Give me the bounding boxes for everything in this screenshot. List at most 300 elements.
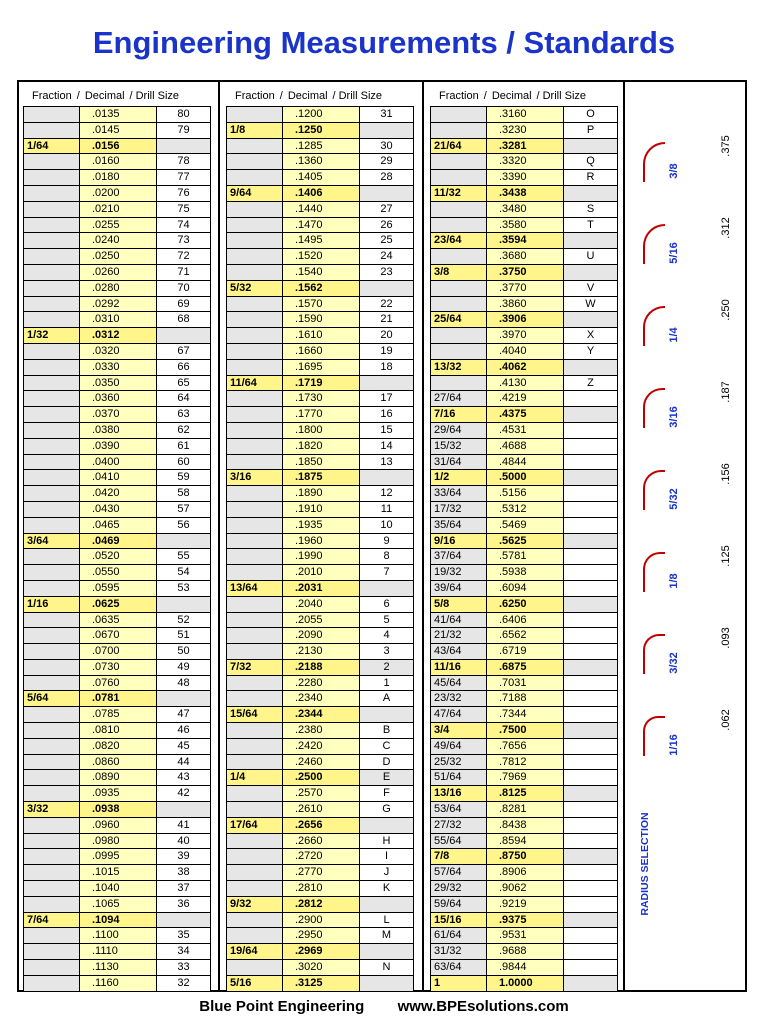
decimal-cell: .0430 bbox=[79, 502, 156, 518]
table-row bbox=[23, 218, 211, 234]
fraction-cell: 3/32 bbox=[23, 802, 79, 818]
decimal-cell: .6719 bbox=[486, 644, 563, 660]
table-row bbox=[226, 707, 414, 723]
fraction-cell bbox=[226, 139, 282, 155]
table-row bbox=[226, 186, 414, 202]
drill-size-cell: 79 bbox=[156, 123, 211, 139]
table-row bbox=[23, 565, 211, 581]
drill-size-cell bbox=[563, 897, 618, 913]
decimal-cell: .2812 bbox=[282, 897, 359, 913]
fraction-cell bbox=[226, 534, 282, 550]
drill-size-cell: J bbox=[359, 865, 414, 881]
fraction-cell bbox=[430, 281, 486, 297]
table-row bbox=[23, 723, 211, 739]
fraction-cell bbox=[226, 644, 282, 660]
radius-decimal-label: .375 bbox=[720, 135, 732, 157]
drill-size-cell: 54 bbox=[156, 565, 211, 581]
table-row bbox=[430, 597, 618, 613]
decimal-cell: .7656 bbox=[486, 739, 563, 755]
drill-size-cell: N bbox=[359, 960, 414, 976]
fraction-cell bbox=[23, 565, 79, 581]
decimal-cell: .2031 bbox=[282, 581, 359, 597]
footer bbox=[0, 998, 768, 1015]
drill-size-cell: 28 bbox=[359, 170, 414, 186]
decimal-cell: .2500 bbox=[282, 770, 359, 786]
decimal-cell: .2130 bbox=[282, 644, 359, 660]
drill-size-cell: 45 bbox=[156, 739, 211, 755]
decimal-cell: .1130 bbox=[79, 960, 156, 976]
decimal-cell: .0785 bbox=[79, 707, 156, 723]
table-row bbox=[430, 391, 618, 407]
fraction-cell: 31/64 bbox=[430, 455, 486, 471]
fraction-cell bbox=[23, 123, 79, 139]
table-row bbox=[430, 770, 618, 786]
fraction-cell: 11/32 bbox=[430, 186, 486, 202]
drill-size-cell: 33 bbox=[156, 960, 211, 976]
fraction-cell bbox=[226, 865, 282, 881]
drill-size-cell: 58 bbox=[156, 486, 211, 502]
fraction-cell bbox=[23, 834, 79, 850]
decimal-cell: .2610 bbox=[282, 802, 359, 818]
decimal-cell: .1610 bbox=[282, 328, 359, 344]
table-row bbox=[226, 281, 414, 297]
fraction-cell: 5/32 bbox=[226, 281, 282, 297]
drill-size-cell: 47 bbox=[156, 707, 211, 723]
drill-size-cell: 27 bbox=[359, 202, 414, 218]
fraction-cell bbox=[430, 154, 486, 170]
decimal-cell: .0625 bbox=[79, 597, 156, 613]
fraction-cell bbox=[226, 518, 282, 534]
header-decimal: Decimal bbox=[84, 90, 125, 102]
decimal-cell: .1110 bbox=[79, 944, 156, 960]
decimal-cell: 1.0000 bbox=[486, 976, 563, 992]
decimal-cell: .4219 bbox=[486, 391, 563, 407]
fraction-cell: 11/16 bbox=[430, 660, 486, 676]
radius-selection-panel bbox=[625, 84, 745, 990]
decimal-cell: .0390 bbox=[79, 439, 156, 455]
decimal-cell: .0938 bbox=[79, 802, 156, 818]
decimal-cell: .1770 bbox=[282, 407, 359, 423]
decimal-cell: .1406 bbox=[282, 186, 359, 202]
table-row bbox=[226, 691, 414, 707]
decimal-cell: .1960 bbox=[282, 534, 359, 550]
table-row bbox=[23, 691, 211, 707]
decimal-cell: .7031 bbox=[486, 676, 563, 692]
fraction-cell bbox=[23, 170, 79, 186]
drill-size-cell: O bbox=[563, 107, 618, 123]
fraction-cell bbox=[226, 502, 282, 518]
drill-size-cell bbox=[563, 691, 618, 707]
table-row bbox=[430, 786, 618, 802]
fraction-cell bbox=[23, 518, 79, 534]
drill-size-cell: X bbox=[563, 328, 618, 344]
fraction-cell bbox=[23, 502, 79, 518]
table-row bbox=[23, 233, 211, 249]
header-fraction: Fraction bbox=[235, 90, 275, 102]
table-row bbox=[226, 676, 414, 692]
decimal-cell: .1935 bbox=[282, 518, 359, 534]
fraction-cell bbox=[23, 676, 79, 692]
fraction-cell: 17/32 bbox=[430, 502, 486, 518]
header-drill: Drill Size bbox=[135, 90, 180, 102]
fraction-cell bbox=[430, 123, 486, 139]
table-row bbox=[23, 628, 211, 644]
decimal-cell: .3125 bbox=[282, 976, 359, 992]
drill-size-cell bbox=[563, 770, 618, 786]
table-row bbox=[430, 976, 618, 992]
fraction-cell bbox=[226, 549, 282, 565]
fraction-cell: 1/32 bbox=[23, 328, 79, 344]
decimal-cell: .0469 bbox=[79, 534, 156, 550]
table-row bbox=[430, 281, 618, 297]
drill-size-cell: 29 bbox=[359, 154, 414, 170]
radius-arc bbox=[643, 552, 665, 592]
table-row bbox=[430, 360, 618, 376]
drill-size-cell: 77 bbox=[156, 170, 211, 186]
decimal-cell: .5469 bbox=[486, 518, 563, 534]
decimal-cell: .0280 bbox=[79, 281, 156, 297]
table-row bbox=[226, 644, 414, 660]
drill-size-cell bbox=[563, 755, 618, 771]
fraction-cell: 57/64 bbox=[430, 865, 486, 881]
drill-size-cell: 19 bbox=[359, 344, 414, 360]
table-row bbox=[23, 549, 211, 565]
decimal-cell: .0980 bbox=[79, 834, 156, 850]
decimal-cell: .0420 bbox=[79, 486, 156, 502]
decimal-cell: .3020 bbox=[282, 960, 359, 976]
decimal-cell: .2340 bbox=[282, 691, 359, 707]
radius-decimal-label: .156 bbox=[720, 463, 732, 485]
decimal-cell: .0670 bbox=[79, 628, 156, 644]
table-row bbox=[430, 439, 618, 455]
table-row bbox=[23, 897, 211, 913]
table-row bbox=[23, 344, 211, 360]
table-row bbox=[23, 439, 211, 455]
header-slash: / bbox=[536, 90, 540, 102]
decimal-cell: .3320 bbox=[486, 154, 563, 170]
drill-size-cell: 4 bbox=[359, 628, 414, 644]
drill-size-cell: 25 bbox=[359, 233, 414, 249]
decimal-cell: .3480 bbox=[486, 202, 563, 218]
drill-size-cell bbox=[359, 281, 414, 297]
drill-size-cell bbox=[563, 834, 618, 850]
table-row bbox=[23, 660, 211, 676]
header-drill: Drill Size bbox=[338, 90, 383, 102]
drill-size-cell bbox=[563, 407, 618, 423]
drill-size-cell bbox=[563, 818, 618, 834]
table-row bbox=[23, 818, 211, 834]
decimal-cell: .1200 bbox=[282, 107, 359, 123]
decimal-cell: .7344 bbox=[486, 707, 563, 723]
fraction-cell bbox=[226, 439, 282, 455]
fraction-cell: 49/64 bbox=[430, 739, 486, 755]
header-slash: / bbox=[129, 90, 133, 102]
drill-size-cell: 72 bbox=[156, 249, 211, 265]
fraction-cell: 13/32 bbox=[430, 360, 486, 376]
drill-size-cell bbox=[563, 486, 618, 502]
table-row bbox=[226, 628, 414, 644]
drill-size-cell bbox=[563, 676, 618, 692]
decimal-cell: .9375 bbox=[486, 913, 563, 929]
fraction-cell bbox=[226, 691, 282, 707]
decimal-cell: .1160 bbox=[79, 976, 156, 992]
table-row bbox=[226, 881, 414, 897]
drill-size-cell bbox=[563, 470, 618, 486]
table-row bbox=[430, 581, 618, 597]
fraction-cell: 61/64 bbox=[430, 928, 486, 944]
table-row bbox=[23, 297, 211, 313]
decimal-cell: .2055 bbox=[282, 613, 359, 629]
drill-size-cell: 62 bbox=[156, 423, 211, 439]
table-row bbox=[430, 297, 618, 313]
drill-size-cell: 12 bbox=[359, 486, 414, 502]
fraction-cell bbox=[430, 107, 486, 123]
decimal-cell: .3594 bbox=[486, 233, 563, 249]
table-row bbox=[430, 502, 618, 518]
drill-size-cell bbox=[563, 360, 618, 376]
drill-size-cell bbox=[563, 581, 618, 597]
drill-size-cell: 63 bbox=[156, 407, 211, 423]
drill-size-cell: K bbox=[359, 881, 414, 897]
decimal-cell: .1660 bbox=[282, 344, 359, 360]
fraction-cell: 13/64 bbox=[226, 581, 282, 597]
table-row bbox=[23, 249, 211, 265]
drill-size-cell: 51 bbox=[156, 628, 211, 644]
table-row bbox=[430, 486, 618, 502]
decimal-cell: .6875 bbox=[486, 660, 563, 676]
drill-size-cell: S bbox=[563, 202, 618, 218]
drill-size-cell bbox=[563, 944, 618, 960]
drill-size-cell bbox=[563, 312, 618, 328]
radius-arc bbox=[643, 470, 665, 510]
fraction-cell bbox=[430, 297, 486, 313]
drill-size-cell: 30 bbox=[359, 139, 414, 155]
table-row bbox=[23, 186, 211, 202]
fraction-cell bbox=[23, 486, 79, 502]
drill-size-cell bbox=[156, 534, 211, 550]
drill-size-cell: M bbox=[359, 928, 414, 944]
table-row bbox=[226, 391, 414, 407]
fraction-cell bbox=[23, 818, 79, 834]
drill-size-cell: 21 bbox=[359, 312, 414, 328]
table-row bbox=[23, 265, 211, 281]
table-row bbox=[430, 707, 618, 723]
decimal-cell: .0240 bbox=[79, 233, 156, 249]
fraction-cell bbox=[23, 249, 79, 265]
table-row bbox=[226, 660, 414, 676]
decimal-cell: .1470 bbox=[282, 218, 359, 234]
decimal-cell: .8281 bbox=[486, 802, 563, 818]
decimal-cell: .0350 bbox=[79, 376, 156, 392]
column-divider bbox=[218, 82, 220, 990]
table-row bbox=[23, 976, 211, 992]
drill-size-cell bbox=[563, 186, 618, 202]
table-row bbox=[430, 897, 618, 913]
drill-size-cell bbox=[563, 644, 618, 660]
table-row bbox=[23, 644, 211, 660]
decimal-cell: .8906 bbox=[486, 865, 563, 881]
fraction-cell bbox=[226, 170, 282, 186]
decimal-cell: .2969 bbox=[282, 944, 359, 960]
decimal-cell: .1590 bbox=[282, 312, 359, 328]
table-row bbox=[430, 849, 618, 865]
drill-size-cell: 76 bbox=[156, 186, 211, 202]
table-row bbox=[226, 739, 414, 755]
drill-size-cell: 75 bbox=[156, 202, 211, 218]
decimal-cell: .0312 bbox=[79, 328, 156, 344]
table-row bbox=[430, 170, 618, 186]
table-row bbox=[430, 249, 618, 265]
fraction-cell: 7/16 bbox=[430, 407, 486, 423]
drill-size-cell bbox=[563, 549, 618, 565]
drill-size-cell: 6 bbox=[359, 597, 414, 613]
drill-size-cell: 53 bbox=[156, 581, 211, 597]
table-row bbox=[23, 770, 211, 786]
decimal-cell: .1520 bbox=[282, 249, 359, 265]
decimal-cell: .0465 bbox=[79, 518, 156, 534]
decimal-cell: .3770 bbox=[486, 281, 563, 297]
table-row bbox=[23, 391, 211, 407]
table-row bbox=[226, 549, 414, 565]
drill-size-cell: L bbox=[359, 913, 414, 929]
drill-size-cell: H bbox=[359, 834, 414, 850]
drill-size-cell bbox=[563, 707, 618, 723]
radius-decimal-label: .125 bbox=[720, 545, 732, 567]
fraction-cell: 37/64 bbox=[430, 549, 486, 565]
drill-size-cell: 18 bbox=[359, 360, 414, 376]
fraction-cell bbox=[226, 249, 282, 265]
fraction-cell bbox=[23, 439, 79, 455]
fraction-cell bbox=[23, 265, 79, 281]
drill-size-cell bbox=[359, 944, 414, 960]
decimal-cell: .9219 bbox=[486, 897, 563, 913]
table-row bbox=[226, 328, 414, 344]
drill-size-cell: A bbox=[359, 691, 414, 707]
table-row bbox=[430, 613, 618, 629]
header-decimal: Decimal bbox=[491, 90, 532, 102]
radius-fraction-label: 1/4 bbox=[668, 327, 680, 343]
decimal-cell: .1405 bbox=[282, 170, 359, 186]
decimal-cell: .2660 bbox=[282, 834, 359, 850]
table-row bbox=[430, 834, 618, 850]
fraction-cell bbox=[23, 897, 79, 913]
decimal-cell: .5312 bbox=[486, 502, 563, 518]
decimal-cell: .1100 bbox=[79, 928, 156, 944]
table-row bbox=[226, 865, 414, 881]
fraction-cell bbox=[226, 154, 282, 170]
fraction-cell: 13/16 bbox=[430, 786, 486, 802]
table-row bbox=[23, 312, 211, 328]
decimal-cell: .0860 bbox=[79, 755, 156, 771]
decimal-cell: .3160 bbox=[486, 107, 563, 123]
fraction-cell: 47/64 bbox=[430, 707, 486, 723]
fraction-cell: 39/64 bbox=[430, 581, 486, 597]
fraction-cell bbox=[226, 786, 282, 802]
fraction-cell bbox=[23, 770, 79, 786]
drill-size-cell: 14 bbox=[359, 439, 414, 455]
drill-size-cell: D bbox=[359, 755, 414, 771]
drill-size-cell: 65 bbox=[156, 376, 211, 392]
drill-size-cell: 73 bbox=[156, 233, 211, 249]
drill-size-cell: R bbox=[563, 170, 618, 186]
fraction-cell: 35/64 bbox=[430, 518, 486, 534]
table-row bbox=[23, 944, 211, 960]
decimal-cell: .2420 bbox=[282, 739, 359, 755]
decimal-cell: .1570 bbox=[282, 297, 359, 313]
decimal-cell: .3390 bbox=[486, 170, 563, 186]
decimal-cell: .4062 bbox=[486, 360, 563, 376]
drill-size-cell bbox=[563, 628, 618, 644]
fraction-cell bbox=[226, 407, 282, 423]
decimal-cell: .3438 bbox=[486, 186, 563, 202]
table-row bbox=[430, 723, 618, 739]
decimal-cell: .8594 bbox=[486, 834, 563, 850]
drill-size-cell bbox=[563, 802, 618, 818]
drill-size-cell: 26 bbox=[359, 218, 414, 234]
drill-size-cell: 66 bbox=[156, 360, 211, 376]
table-row bbox=[23, 613, 211, 629]
table-row bbox=[430, 660, 618, 676]
fraction-cell: 9/16 bbox=[430, 534, 486, 550]
table-row bbox=[226, 423, 414, 439]
decimal-cell: .1990 bbox=[282, 549, 359, 565]
drill-size-cell: 60 bbox=[156, 455, 211, 471]
decimal-cell: .1285 bbox=[282, 139, 359, 155]
drill-size-cell: 40 bbox=[156, 834, 211, 850]
decimal-cell: .6250 bbox=[486, 597, 563, 613]
fraction-cell: 29/64 bbox=[430, 423, 486, 439]
drill-size-cell: 2 bbox=[359, 660, 414, 676]
fraction-cell bbox=[23, 628, 79, 644]
decimal-cell: .0595 bbox=[79, 581, 156, 597]
decimal-cell: .0760 bbox=[79, 676, 156, 692]
table-row bbox=[226, 265, 414, 281]
decimal-cell: .2090 bbox=[282, 628, 359, 644]
fraction-cell: 51/64 bbox=[430, 770, 486, 786]
drill-size-cell: 64 bbox=[156, 391, 211, 407]
table-row bbox=[23, 455, 211, 471]
drill-size-cell bbox=[563, 597, 618, 613]
decimal-cell: .0520 bbox=[79, 549, 156, 565]
decimal-cell: .0781 bbox=[79, 691, 156, 707]
fraction-cell: 21/32 bbox=[430, 628, 486, 644]
drill-size-cell: 22 bbox=[359, 297, 414, 313]
drill-size-cell bbox=[359, 470, 414, 486]
decimal-cell: .4040 bbox=[486, 344, 563, 360]
decimal-cell: .1719 bbox=[282, 376, 359, 392]
drill-size-cell bbox=[563, 265, 618, 281]
fraction-cell: 9/64 bbox=[226, 186, 282, 202]
fraction-cell bbox=[226, 486, 282, 502]
fraction-cell: 25/32 bbox=[430, 755, 486, 771]
drill-size-cell bbox=[563, 233, 618, 249]
fraction-cell: 1/8 bbox=[226, 123, 282, 139]
table-row bbox=[430, 455, 618, 471]
decimal-cell: .7812 bbox=[486, 755, 563, 771]
drill-size-cell: 74 bbox=[156, 218, 211, 234]
table-row bbox=[23, 470, 211, 486]
table-row bbox=[430, 344, 618, 360]
table-row bbox=[23, 502, 211, 518]
drill-size-cell: 68 bbox=[156, 312, 211, 328]
drill-size-cell: 71 bbox=[156, 265, 211, 281]
fraction-cell bbox=[23, 849, 79, 865]
drill-size-cell: 34 bbox=[156, 944, 211, 960]
drill-size-cell: Q bbox=[563, 154, 618, 170]
table-row bbox=[226, 233, 414, 249]
fraction-cell bbox=[23, 107, 79, 123]
decimal-cell: .1250 bbox=[282, 123, 359, 139]
